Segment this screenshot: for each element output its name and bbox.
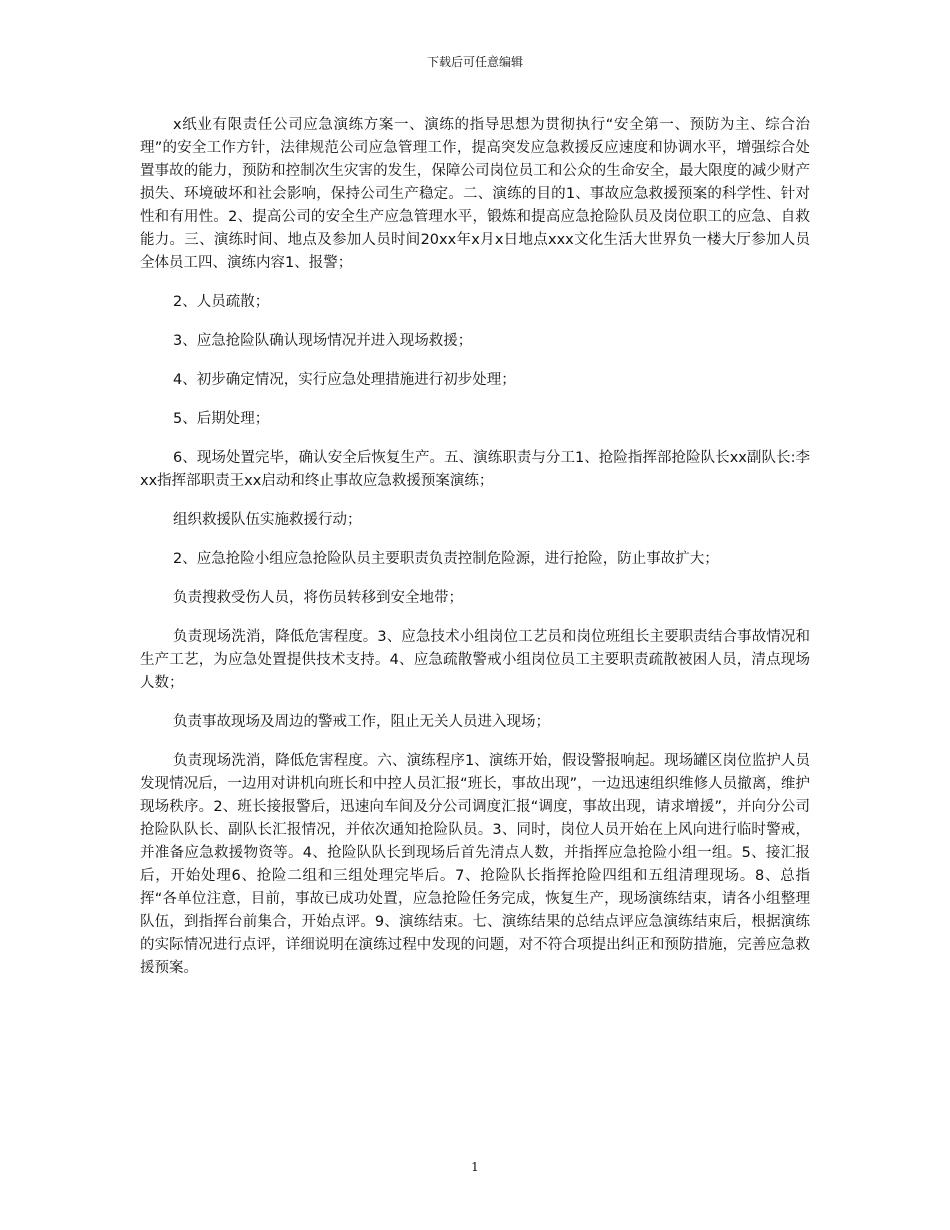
paragraph: 负责搜救受伤人员，将伤员转移到安全地带； [173, 590, 463, 606]
paragraph: 负责现场洗消，降低危害程度。3、应急技术小组岗位工艺员和岗位班组长主要职责结合事故情况和生产工艺，为应急处置提供技术支持。4、应急疏散警戒小组岗位员工主要职责疏散被困人员，清点现场人数； [140, 629, 810, 691]
paragraph: 4、初步确定情况，实行应急处理措施进行初步处理； [173, 372, 516, 388]
paragraph: x纸业有限责任公司应急演练方案一、演练的指导思想为贯彻执行“安全第一、预防为主、综合治理”的安全工作方针，法律规范公司应急管理工作，提高突发应急救援反应速度和协调水平，增强综合处置事故的能力，预防和控制次生灾害的发生，保障公司岗位员工和公众的生命安全，最大限度的减少财产损失、环境破坏和社会影响，保持公司生产稳定。二、演练的目的1、事故应急救援预案的科学性、针对性和有用性。2、提高公司的安全生产应急管理水平，锻炼和提高应急抢险队员及岗位职工的应急、自救能力。三、演练时间、地点及参加人员时间20xx年x月x日地点xxx文化生活大世界负一楼大厅参加人员全体员工四、演练内容1、报警； [140, 117, 810, 271]
paragraph: 组织救援队伍实施救援行动； [173, 512, 362, 528]
paragraph: 5、后期处理； [173, 411, 270, 427]
page-header: 下载后可任意编辑 [426, 55, 523, 69]
document-body [140, 114, 810, 996]
paragraph: 3、应急抢险队确认现场情况并进入现场救援； [173, 333, 473, 349]
paragraph: 2、人员疏散； [173, 294, 270, 310]
page-number: 1 [471, 1160, 479, 1174]
paragraph: 2、应急抢险小组应急抢险队员主要职责负责控制危险源，进行抢险，防止事故扩大； [173, 551, 719, 567]
paragraph: 负责事故现场及周边的警戒工作，阻止无关人员进入现场； [173, 714, 550, 730]
paragraph: 负责现场洗消，降低危害程度。六、演练程序1、演练开始，假设警报响起。现场罐区岗位监护人员发现情况后，一边用对讲机向班长和中控人员汇报“班长，事故出现”，一边迅速组织维修人员撤离，维护现场秩序。2、班长接报警后，迅速向车间及分公司调度汇报“调度，事故出现，请求增援”，并向分公司抢险队队长、副队长汇报情况，并依次通知抢险队员。3、同时，岗位人员开始在上风向进行临时警戒，并准备应急救援物资等。4、抢险队队长到现场后首先清点人数，并指挥应急抢险小组一组。5、接汇报后，开始处理6、抢险二组和三组处理完毕后。7、抢险队长指挥抢险四组和五组清理现场。8、总指挥“各单位注意，目前，事故已成功处置，应急抢险任务完成，恢复生产，现场演练结束，请各小组整理队伍，到指挥台前集合，开始点评。9、演练结束。七、演练结果的总结点评应急演练结束后，根据演练的实际情况进行点评，详细说明在演练过程中发现的问题，对不符合项提出纠正和预防措施，完善应急救援预案。 [140, 753, 810, 976]
paragraph: 6、现场处置完毕，确认安全后恢复生产。五、演练职责与分工1、抢险指挥部抢险队长xx副队长:李xx指挥部职责王xx启动和终止事故应急救援预案演练； [140, 450, 810, 489]
